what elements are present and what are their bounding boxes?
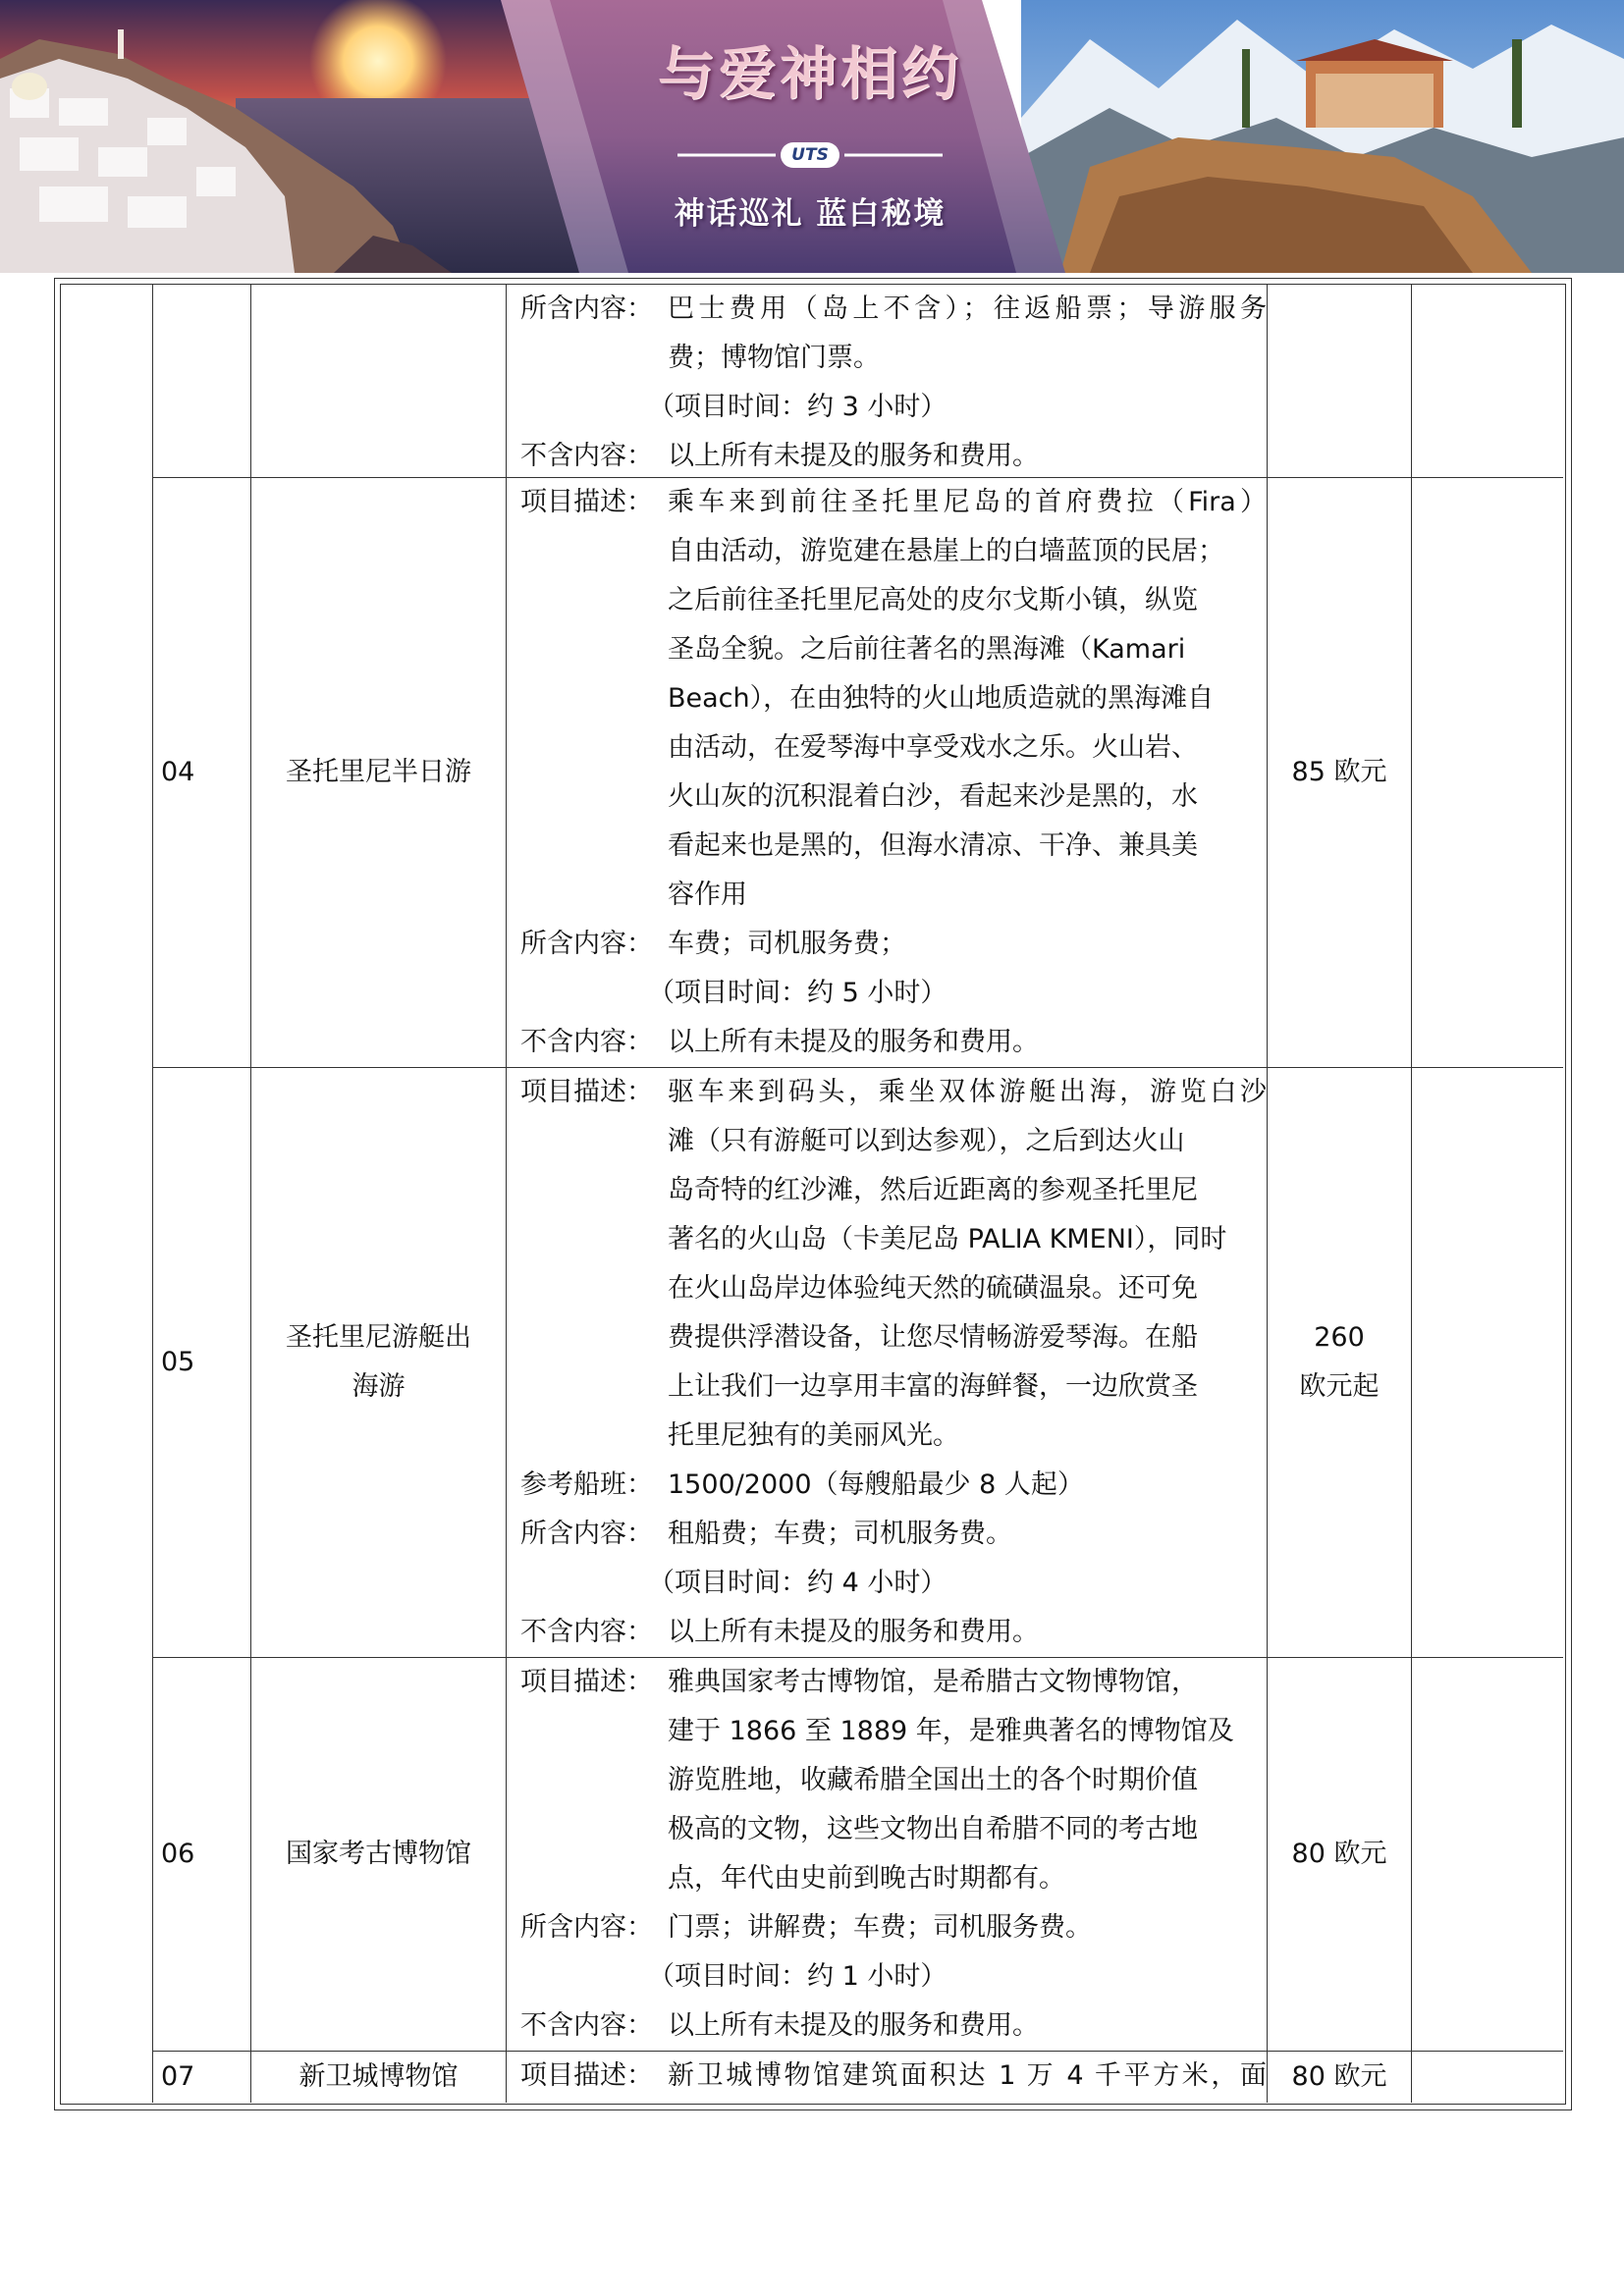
included-text: 门票；讲解费；车费；司机服务费。 bbox=[668, 1912, 1092, 1943]
description-text: Beach），在由独特的火山地质造就的黑海滩自 bbox=[668, 683, 1215, 714]
item-name: 圣托里尼游艇出 海游 bbox=[286, 1322, 471, 1402]
item-name: 新卫城博物馆 bbox=[298, 2061, 459, 2092]
description-text: 著名的火山岛（卡美尼岛 PALIA KMENI），同时 bbox=[668, 1224, 1227, 1255]
description-text: 岛奇特的红沙滩，然后近距离的参观圣托里尼 bbox=[668, 1175, 1198, 1205]
item-price: 85 欧元 bbox=[1291, 757, 1387, 787]
column-divider bbox=[1411, 285, 1412, 2103]
banner-title: 与爱神相约 bbox=[657, 40, 962, 107]
description-text: 由活动，在爱琴海中享受戏水之乐。火山岩、 bbox=[668, 732, 1198, 763]
included-text: 租船费；车费；司机服务费。 bbox=[668, 1519, 1012, 1549]
description-text: 驱车来到码头，乘坐双体游艇出海，游览白沙 bbox=[668, 1077, 1267, 1107]
description-text: 容作用 bbox=[668, 880, 747, 910]
item-name: 国家考古博物馆 bbox=[286, 1839, 471, 1869]
excluded-text: 以上所有未提及的服务和费用。 bbox=[668, 441, 1039, 471]
duration-text: （项目时间：约 4 小时） bbox=[648, 1568, 947, 1598]
item-details bbox=[520, 2052, 1267, 2101]
included-label: 所含内容： bbox=[520, 929, 653, 959]
reference-text: 1500/2000（每艘船最少 8 人起） bbox=[668, 1469, 1084, 1500]
item-price: 80 欧元 bbox=[1291, 1839, 1387, 1869]
description-text: 极高的文物，这些文物出自希腊不同的考古地 bbox=[668, 1814, 1198, 1844]
description-text: 自由活动，游览建在悬崖上的白墙蓝顶的民居； bbox=[668, 536, 1224, 566]
description-label: 项目描述： bbox=[520, 1667, 653, 1697]
duration-text: （项目时间：约 5 小时） bbox=[648, 978, 947, 1008]
description-text: 建于 1866 至 1889 年，是雅典著名的博物馆及 bbox=[668, 1716, 1234, 1746]
excluded-text: 以上所有未提及的服务和费用。 bbox=[668, 1027, 1039, 1057]
duration-text: （项目时间：约 1 小时） bbox=[648, 1961, 947, 1992]
description-text: 乘车来到前往圣托里尼岛的首府费拉（Fira） bbox=[668, 487, 1267, 517]
description-text: 圣岛全貌。之后前往著名的黑海滩（Kamari bbox=[668, 634, 1186, 665]
description-text: 雅典国家考古博物馆，是希腊古文物博物馆， bbox=[668, 1667, 1198, 1697]
uts-logo: UTS bbox=[781, 142, 839, 168]
description-label: 项目描述： bbox=[520, 487, 653, 517]
item-price: 260 欧元起 bbox=[1299, 1322, 1380, 1402]
item-details bbox=[520, 478, 1267, 1067]
included-text: 巴士费用（岛上不含）；往返船票；导游服务 bbox=[668, 294, 1267, 324]
item-price: 80 欧元 bbox=[1291, 2061, 1387, 2092]
excluded-label: 不含内容： bbox=[520, 1027, 653, 1057]
description-label: 项目描述： bbox=[520, 1077, 653, 1107]
reference-label: 参考船班： bbox=[520, 1469, 653, 1500]
description-text: 点，年代由史前到晚古时期都有。 bbox=[668, 1863, 1065, 1894]
description-label: 项目描述： bbox=[520, 2060, 653, 2091]
description-text: 之后前往圣托里尼高处的皮尔戈斯小镇，纵览 bbox=[668, 585, 1198, 615]
included-label: 所含内容： bbox=[520, 1912, 653, 1943]
item-details bbox=[520, 1068, 1267, 1657]
duration-text: （项目时间：约 3 小时） bbox=[648, 392, 947, 422]
item-name: 圣托里尼半日游 bbox=[286, 757, 471, 787]
item-number: 07 bbox=[161, 2061, 195, 2092]
banner-subtitle: 神话巡礼 蓝白秘境 bbox=[674, 196, 947, 232]
included-text: 车费；司机服务费； bbox=[668, 929, 906, 959]
description-text: 滩（只有游艇可以到达参观），之后到达火山 bbox=[668, 1126, 1185, 1156]
excluded-label: 不含内容： bbox=[520, 2010, 653, 2041]
description-text: 托里尼独有的美丽风光。 bbox=[668, 1420, 959, 1451]
excluded-label: 不含内容： bbox=[520, 1617, 653, 1647]
excluded-label: 不含内容： bbox=[520, 441, 653, 471]
description-text: 在火山岛岸边体验纯天然的硫磺温泉。还可免 bbox=[668, 1273, 1198, 1304]
description-text: 新卫城博物馆建筑面积达 1 万 4 千平方米，面 bbox=[668, 2060, 1267, 2091]
excluded-text: 以上所有未提及的服务和费用。 bbox=[668, 1617, 1039, 1647]
description-text: 游览胜地，收藏希腊全国出土的各个时期价值 bbox=[668, 1765, 1198, 1795]
included-label: 所含内容： bbox=[520, 294, 653, 324]
item-number: 04 bbox=[161, 757, 195, 787]
header-banner bbox=[0, 0, 1624, 273]
description-text: 上让我们一边享用丰富的海鲜餐，一边欣赏圣 bbox=[668, 1371, 1198, 1402]
included-label: 所含内容： bbox=[520, 1519, 653, 1549]
item-details bbox=[520, 285, 1267, 481]
column-divider bbox=[506, 285, 507, 2103]
item-number: 06 bbox=[161, 1839, 195, 1869]
description-text: 火山灰的沉积混着白沙，看起来沙是黑的，水 bbox=[668, 781, 1198, 812]
item-details bbox=[520, 1658, 1267, 2051]
item-number: 05 bbox=[161, 1347, 195, 1377]
description-text: 看起来也是黑的，但海水清凉、干净、兼具美 bbox=[668, 830, 1198, 861]
excluded-text: 以上所有未提及的服务和费用。 bbox=[668, 2010, 1039, 2041]
included-text: 费；博物馆门票。 bbox=[668, 343, 880, 373]
description-text: 费提供浮潜设备，让您尽情畅游爱琴海。在船 bbox=[668, 1322, 1198, 1353]
